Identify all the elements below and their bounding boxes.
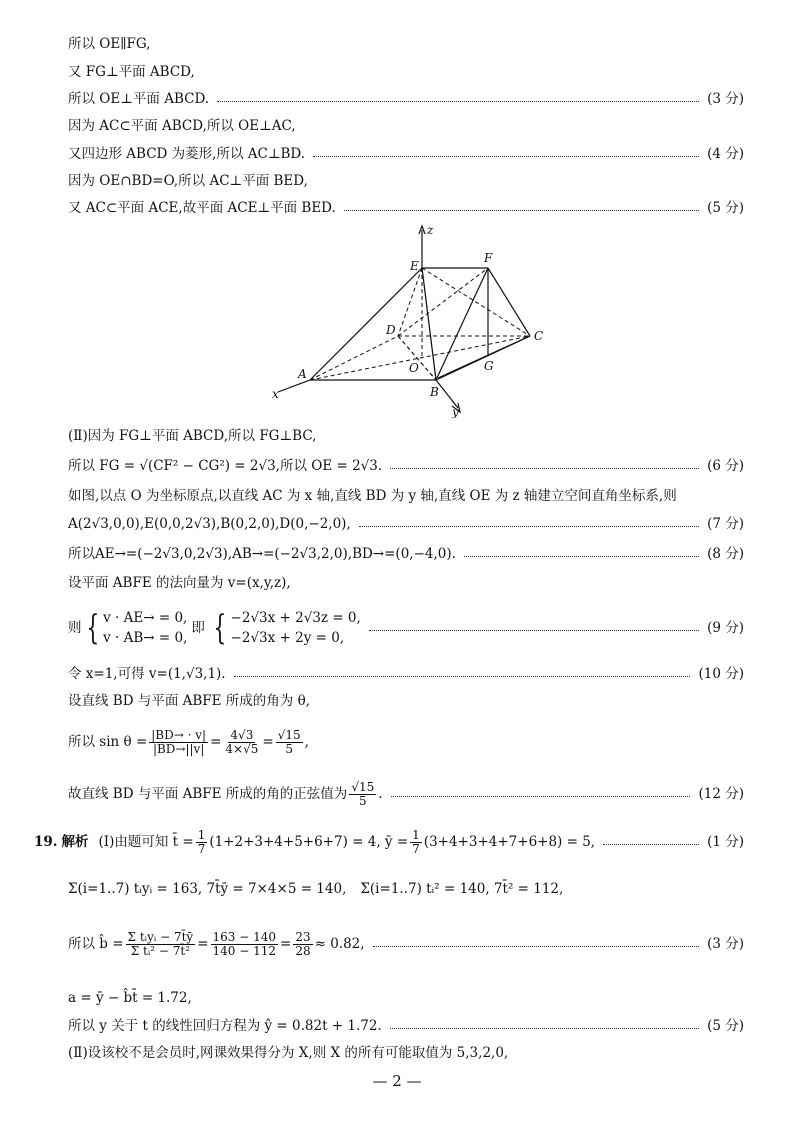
- score: (3 分): [707, 936, 744, 952]
- sine-formula: 所以 sin θ = $\frac{|BD\to \cdot v|}{|BD\to||v|}$ = $\frac{4√3}{4\times√5}$ = $\frac{√15}{5}$ ,: [68, 727, 309, 756]
- text-line: 所以 OE⊥平面 ABCD. (3 分): [68, 91, 744, 107]
- score: (5 分): [707, 200, 744, 216]
- sums-line: Σ(i=1..7) tᵢyᵢ = 163, 7t̄ȳ = 7×4×5 = 140, Σ(i=1..7) tᵢ² = 140, 7t̄² = 112,: [68, 881, 564, 897]
- label-D: D: [386, 323, 396, 337]
- score: (8 分): [707, 546, 744, 562]
- score: (6 分): [707, 458, 744, 474]
- leader-dots: [344, 210, 699, 211]
- label-y: y: [452, 405, 459, 418]
- leader-dots: [391, 796, 691, 797]
- text-line: 因为 AC⊂平面 ABCD,所以 OE⊥AC,: [68, 118, 296, 134]
- equation-system: 则 { v · AE→ = 0, v · AB→ = 0, 即 { −2√3x + 2√3z = 0, −2√3x + 2y = 0, (9 分): [68, 608, 744, 648]
- text-line: 令 x=1,可得 v=(1,√3,1). (10 分): [68, 666, 744, 682]
- label-A: A: [298, 367, 307, 381]
- leader-dots: [313, 156, 699, 157]
- score: (10 分): [698, 666, 744, 682]
- text-line: 所以 y 关于 t 的线性回归方程为 ŷ = 0.82t + 1.72. (5 分): [68, 1018, 744, 1034]
- score: (9 分): [707, 620, 744, 636]
- score: (5 分): [707, 1018, 744, 1034]
- leader-dots: [464, 556, 699, 557]
- text-line: A(2√3,0,0),E(0,0,2√3),B(0,2,0),D(0,−2,0), (7 分): [68, 516, 744, 532]
- q19-line: 19. 解析 (Ⅰ)由题可知 t̄ = $\frac{1}{7}$ (1+2+3+4+5+6+7) = 4, ȳ = $\frac{1}{7}$ (3+4+3+4+7+6+8) = 5, (1 分): [34, 824, 744, 860]
- label-O: O: [409, 361, 419, 375]
- geometry-figure: [262, 220, 562, 418]
- leader-dots: [369, 630, 699, 631]
- text-line: 因为 OE∩BD=O,所以 AC⊥平面 BED,: [68, 173, 308, 189]
- text-line: (Ⅱ)设该校不是会员时,网课效果得分为 X,则 X 的所有可能取值为 5,3,2,0,: [68, 1045, 509, 1061]
- leader-dots: [217, 101, 699, 102]
- text-line: 所以AE→=(−2√3,0,2√3),AB→=(−2√3,2,0),BD→=(0,−4,0). (8 分): [68, 546, 744, 562]
- label-B: B: [430, 385, 439, 399]
- score: (4 分): [707, 146, 744, 162]
- leader-dots: [234, 676, 691, 677]
- page-number: — 2 —: [372, 1072, 422, 1090]
- label-F: F: [484, 251, 493, 265]
- text-line: 设直线 BD 与平面 ABFE 所成的角为 θ,: [68, 693, 311, 709]
- text-line: 如图,以点 O 为坐标原点,以直线 AC 为 x 轴,直线 BD 为 y 轴,直线 OE 为 z 轴建立空间直角坐标系,则: [68, 488, 677, 504]
- text-line: 又四边形 ABCD 为菱形,所以 AC⊥BD. (4 分): [68, 146, 744, 162]
- y-axis: [436, 380, 458, 408]
- leader-dots: [373, 946, 700, 947]
- x-axis: [278, 380, 310, 392]
- text-line: 又 AC⊂平面 ACE,故平面 ACE⊥平面 BED. (5 分): [68, 200, 744, 216]
- score: (3 分): [707, 91, 744, 107]
- leader-dots: [390, 468, 699, 469]
- score: (12 分): [698, 786, 744, 802]
- score: (1 分): [707, 834, 744, 850]
- label-E: E: [410, 259, 419, 273]
- score: (7 分): [707, 516, 744, 532]
- label-z: z: [427, 223, 434, 237]
- label-C: C: [534, 329, 544, 343]
- text-line: 所以 OE∥FG,: [68, 36, 151, 52]
- text-line: a = ȳ − b̂t̄ = 1.72,: [68, 990, 192, 1006]
- text-line: 又 FG⊥平面 ABCD,: [68, 64, 195, 80]
- leader-dots: [359, 526, 699, 527]
- text-line: 设平面 ABFE 的法向量为 v=(x,y,z),: [68, 575, 291, 591]
- bhat-formula: 所以 b̂ = $\frac{\text{Σ tᵢyᵢ − 7t̄ȳ}}{\text{Σ tᵢ² − 7t̄²}}$ = $\frac{163 - 140}{140 - 112}$ = $\frac{23}{28}$ ≈ 0.82, (3 分): [68, 920, 744, 968]
- brace: {: [213, 608, 227, 648]
- leader-dots: [390, 1028, 699, 1029]
- conclusion-line: 故直线 BD 与平面 ABFE 所成的角的正弦值为 $\frac{√15}{5}$ . (12 分): [68, 776, 744, 812]
- text-line: (Ⅱ)因为 FG⊥平面 ABCD,所以 FG⊥BC,: [68, 428, 317, 444]
- brace: {: [85, 608, 99, 648]
- text-line: 所以 FG = √(CF² − CG²) = 2√3,所以 OE = 2√3. (6 分): [68, 458, 744, 474]
- label-x: x: [272, 387, 279, 401]
- label-G: G: [484, 359, 494, 373]
- leader-dots: [603, 844, 699, 845]
